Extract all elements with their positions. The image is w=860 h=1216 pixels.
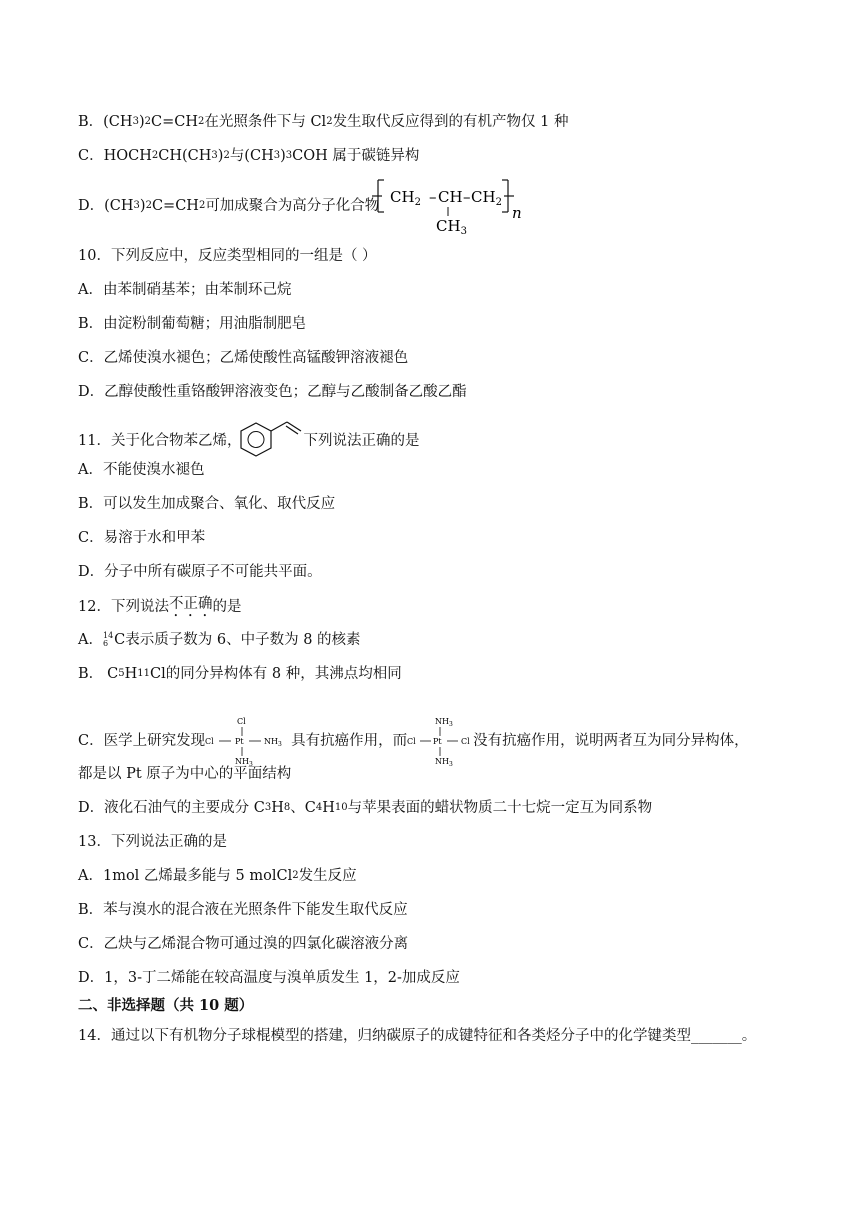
q10-option-a: A．由苯制硝基苯；由苯制环己烷 (78, 282, 292, 298)
poly-dash-2: – (463, 188, 471, 206)
poly-dash-1: – (429, 188, 437, 206)
q11-option-c: C．易溶于水和甲苯 (78, 530, 206, 546)
q12-stem: 12．下列说法 不正确 的是 (78, 594, 241, 620)
q13-option-a: A．1mol 乙烯最多能与 5 molCl 2 发生反应 (78, 868, 357, 884)
pt-complex-2 (407, 714, 473, 768)
svg-text:Pt: Pt (433, 737, 442, 746)
styrene-structure (239, 421, 307, 461)
emphasis-not-correct: 不正确 (168, 596, 213, 612)
q14-stem: 14．通过以下有机物分子球棍模型的搭建，归纳碳原子的成键特征和各类烃分子中的化学键类型_______。 (78, 1028, 757, 1044)
svg-text:NH3: $NH_3$ (435, 757, 453, 768)
q11-option-a: A．不能使溴水褪色 (78, 462, 205, 478)
q12-option-c-continued: 都是以 Pt 原子为中心的平面结构 (78, 766, 292, 782)
q12-option-c: C．医学上研究发现 Cl Cl Pt $NH_3$ $NH_3$ 具有抗癌作用，而 $NH_3$ Cl Pt Cl $NH_3$ 没有抗癌作用，说明两者互为同分异构体， (78, 714, 749, 768)
svg-text:NH3: $NH_3$ (264, 737, 282, 748)
poly-ch2-left: $CH_2$ (390, 188, 421, 208)
q10-option-c: C．乙烯使溴水褪色；乙烯使酸性高锰酸钾溶液褪色 (78, 350, 409, 366)
q11-stem: 11．关于化合物苯乙烯， 下列说法正确的是 (78, 421, 419, 461)
q13-option-d: D．1，3-丁二烯能在较高温度与溴单质发生 1，2-加成反应 (78, 970, 460, 986)
q11-option-d: D．分子中所有碳原子不可能共平面。 (78, 564, 322, 580)
q12-option-d: D．液化石油气的主要成分 C 3 H 8 、C 4 H 10 与苹果表面的蜡状物质二十七烷一定互为同系物 (78, 800, 653, 816)
q9-option-b: B．(CH 3 ) 2 C=CH 2 在光照条件下与 Cl 2 发生取代反应得到的有机产物仅 1 种 (78, 114, 569, 130)
nuclide-notation: 14 6 (102, 631, 114, 648)
poly-ch2-right: $CH_2$ (471, 188, 502, 208)
pt-complex-1 (205, 714, 291, 768)
q11-option-b: B．可以发生加成聚合、氧化、取代反应 (78, 496, 336, 512)
q12-option-a: A． 14 6 C表示质子数为 6、中子数为 8 的核素 (78, 631, 361, 648)
svg-text:Cl: Cl (407, 737, 416, 746)
q9-option-d: D．(CH 3 ) 2 C=CH 2 可加成聚合为高分子化合物 (78, 198, 380, 214)
q12-option-b: B． C 5 H 11 Cl 的同分异构体有 8 种，其沸点均相同 (78, 666, 402, 682)
q10-option-b: B．由淀粉制葡萄糖；用油脂制肥皂 (78, 316, 307, 332)
poly-ch: CH (438, 188, 463, 206)
q9-option-c: C．HOCH 2 CH(CH 3 ) 2 与(CH 3 ) 3 COH 属于碳链异构 (78, 148, 420, 164)
q10-option-d: D．乙醇使酸性重铬酸钾溶液变色；乙醇与乙酸制备乙酸乙酯 (78, 384, 467, 400)
poly-ch3: $CH_3$ (436, 217, 467, 236)
poly-n: n (512, 204, 522, 222)
svg-text:Cl: Cl (205, 737, 214, 746)
svg-text:NH3: $NH_3$ (435, 717, 453, 728)
svg-text:Cl: Cl (461, 737, 470, 746)
section-heading: 二、非选择题（共 10 题） (78, 997, 254, 1014)
q13-stem: 13．下列说法正确的是 (78, 834, 227, 850)
svg-text:Cl: Cl (237, 717, 246, 726)
q13-option-b: B．苯与溴水的混合液在光照条件下能发生取代反应 (78, 902, 408, 918)
q10-stem: 10．下列反应中，反应类型相同的一组是（ ） (78, 248, 377, 264)
q13-option-c: C．乙炔与乙烯混合物可通过溴的四氯化碳溶液分离 (78, 936, 409, 952)
svg-text:NH3: $NH_3$ (235, 757, 253, 768)
svg-text:Pt: Pt (235, 737, 244, 746)
polymer-structure (372, 174, 532, 236)
